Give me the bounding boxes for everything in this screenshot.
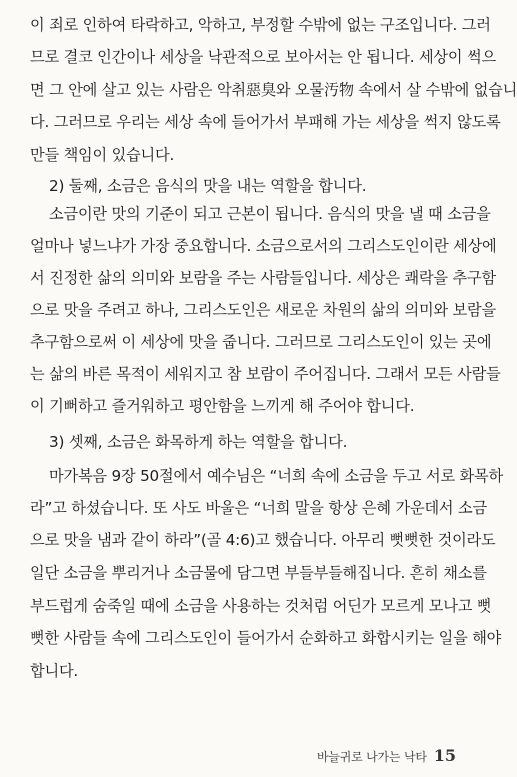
body-text-line: 소금이란 맛의 기준이 되고 근본이 됩니다. 음식의 맛을 낼 때 소금을 [49,205,491,223]
body-text-line: 마가복음 9장 50절에서 예수님은 “너희 속에 소금을 두고 서로 화목하 [49,467,503,485]
page-footer [317,746,456,765]
body-text-line: 이 죄로 인하여 타락하고, 악하고, 부정할 수밖에 없는 구조입니다. 그러 [30,16,491,34]
body-text-line: 으로 맛을 주려고 하나, 그리스도인은 새로운 차원의 삶의 의미와 보람을 [30,301,496,319]
body-text-line: 뻣한 사람들 속에 그리스도인이 들어가서 순화하고 화합시키는 일을 해야 [30,629,502,647]
body-text-line: 으로 맛을 냄과 같이 하라”(골 4:6)고 했습니다. 아무리 뻣뻣한 것이라도 [30,531,496,549]
body-text-line: 므로 결코 인간이나 세상을 낙관적으로 보아서는 안 됩니다. 세상이 썩으 [30,48,496,66]
running-book-title: 바늘귀로 나가는 낙타 [316,750,427,764]
body-text-line: 추구함으로써 이 세상에 맛을 줍니다. 그러므로 그리스도인이 있는 곳에 [30,333,492,351]
body-text-line: 부드럽게 숨죽일 때에 소금을 사용하는 것처럼 어딘가 모르게 모나고 뻣 [30,597,492,615]
body-text-line: 면 그 안에 살고 있는 사람은 악취惡臭와 오물汚物 속에서 살 수밖에 없습니 [30,81,517,99]
body-text-line: 일단 소금을 뿌리거나 소금물에 담그면 부들부들해집니다. 흔히 채소를 [30,564,487,582]
body-text-line: 라”고 하셨습니다. 또 사도 바울은 “너희 말을 항상 은혜 가운데서 소금 [30,499,487,517]
body-text-line: 합니다. [30,662,79,680]
body-text-line: 는 삶의 바른 목적이 세워지고 참 보람이 주어집니다. 그래서 모든 사람들 [30,365,501,383]
page-number: 15 [433,746,456,765]
section-heading-2: 2) 둘째, 소금은 음식의 맛을 내는 역할을 합니다. [49,177,367,195]
body-text-line: 만들 책임이 있습니다. [30,146,175,164]
body-text-line: 다. 그러므로 우리는 세상 속에 들어가서 부패해 가는 세상을 썩지 않도록 [30,113,501,131]
body-text-line: 서 진정한 삶의 의미와 보람을 주는 사람들입니다. 세상은 쾌락을 추구함 [30,269,496,287]
body-text-line: 얼마나 넣느냐가 가장 중요합니다. 소금으로서의 그리스도인이란 세상에 [30,237,497,255]
body-text-line: 이 기뻐하고 즐거워하고 평안함을 느끼게 해 주어야 합니다. [30,397,415,415]
section-heading-3: 3) 셋째, 소금은 화목하게 하는 역할을 합니다. [49,433,348,451]
